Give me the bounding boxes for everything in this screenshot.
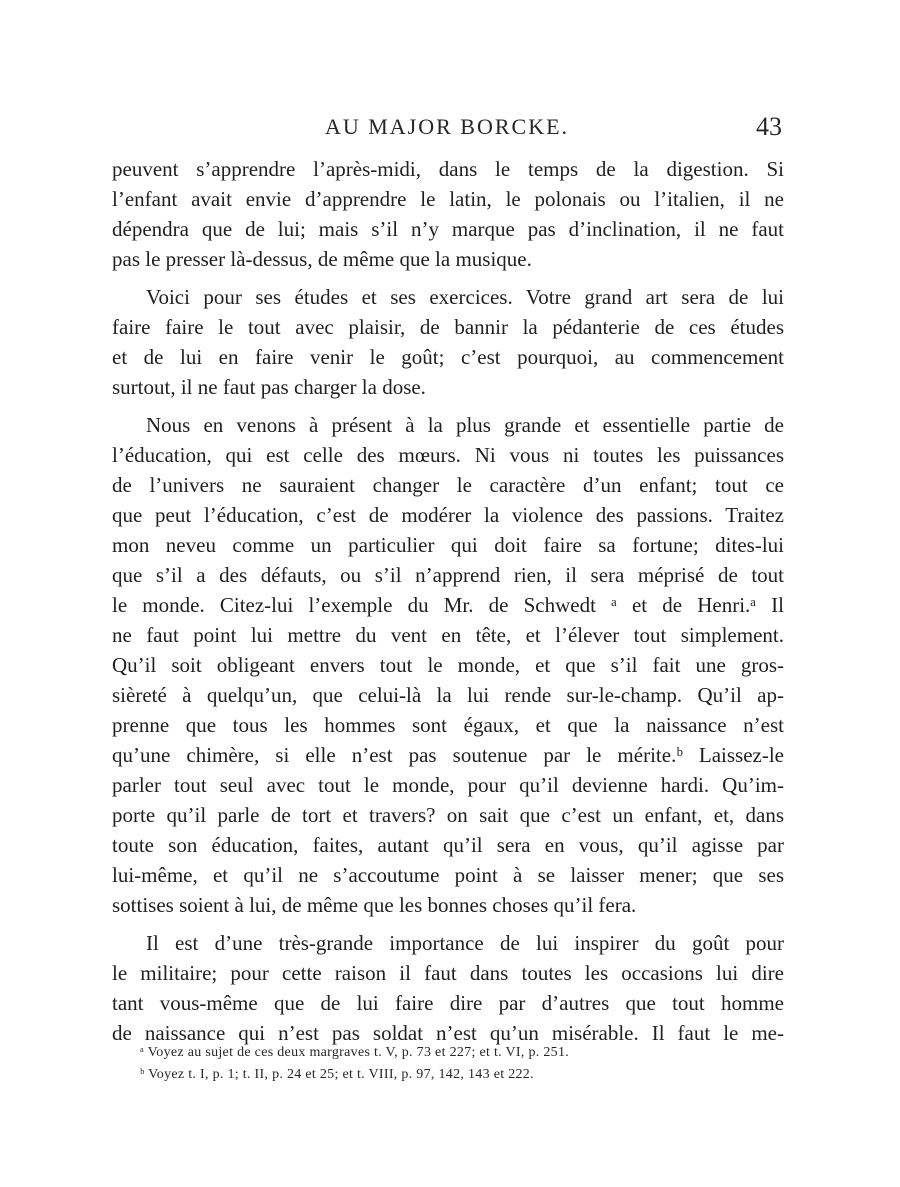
- text-line: le militaire; pour cette raison il faut dans toutes les occasions lui dire: [112, 961, 784, 985]
- text-line: que peut l’éducation, c’est de modérer la violence des passions. Traitez: [112, 503, 784, 527]
- text-line: pas le presser là-dessus, de même que la musique.: [112, 247, 532, 271]
- text-line: et de lui en faire venir le goût; c’est pourquoi, au commencement: [112, 345, 784, 369]
- text-line: l’enfant avait envie d’apprendre le latin, le polonais ou l’italien, il ne: [112, 187, 784, 211]
- text-line: l’éducation, qui est celle des mœurs. Ni vous ni toutes les puissances: [112, 443, 784, 467]
- text-line: Voici pour ses études et ses exercices. Votre grand art sera de lui: [146, 285, 784, 309]
- footnote-a: ᵃ Voyez au sujet de ces deux margraves t. V, p. 73 et 227; et t. VI, p. 251.: [140, 1045, 570, 1060]
- page-number: 43: [756, 112, 782, 141]
- text-line: sottises soient à lui, de même que les bonnes choses qu’il fera.: [112, 893, 637, 917]
- text-line: ne faut point lui mettre du vent en tête, et l’élever tout simplement.: [112, 623, 784, 647]
- text-line: faire faire le tout avec plaisir, de bannir la pédanterie de ces études: [112, 315, 784, 339]
- text-line: sièreté à quelqu’un, que celui-là la lui rende sur-le-champ. Qu’il ap-: [112, 683, 784, 707]
- running-title: AU MAJOR BORCKE.: [324, 114, 570, 139]
- text-line: Qu’il soit obligeant envers tout le monde, et que s’il fait une gros-: [112, 653, 784, 677]
- body-text: [112, 154, 784, 1048]
- footnotes: [140, 1042, 760, 1086]
- text-line: Nous en venons à présent à la plus grande et essentielle partie de: [146, 413, 784, 437]
- text-line: peuvent s’apprendre l’après-midi, dans le temps de la digestion. Si: [112, 157, 784, 181]
- text-line: le monde. Citez-lui l’exemple du Mr. de Schwedt ᵃ et de Henri.ᵃ Il: [112, 593, 784, 617]
- text-line: dépendra que de lui; mais s’il n’y marque pas d’inclination, il ne faut: [112, 217, 784, 241]
- text-line: surtout, il ne faut pas charger la dose.: [112, 375, 426, 399]
- paragraph-gap: [112, 274, 784, 282]
- text-line: mon neveu comme un particulier qui doit faire sa fortune; dites-lui: [112, 533, 784, 557]
- footnote-b: ᵇ Voyez t. I, p. 1; t. II, p. 24 et 25; et t. VIII, p. 97, 142, 143 et 222.: [140, 1067, 534, 1082]
- paragraph-gap: [112, 402, 784, 410]
- text-line: prenne que tous les hommes sont égaux, et que la naissance n’est: [112, 713, 784, 737]
- text-line: qu’une chimère, si elle n’est pas soutenue par le mérite.ᵇ Laissez-le: [112, 743, 784, 767]
- text-line: porte qu’il parle de tort et travers? on sait que c’est un enfant, et, dans: [112, 803, 784, 827]
- text-line: que s’il a des défauts, ou s’il n’apprend rien, il sera méprisé de tout: [112, 563, 784, 587]
- text-line: de naissance qui n’est pas soldat n’est qu’un misérable. Il faut le me-: [112, 1021, 784, 1045]
- text-line: toute son éducation, faites, autant qu’il sera en vous, qu’il agisse par: [112, 833, 784, 857]
- text-line: parler tout seul avec tout le monde, pour qu’il devienne hardi. Qu’im-: [112, 773, 784, 797]
- text-line: Il est d’une très-grande importance de lui inspirer du goût pour: [146, 931, 784, 955]
- running-head: [112, 112, 782, 144]
- paragraph-gap: [112, 920, 784, 928]
- text-line: tant vous-même que de lui faire dire par d’autres que tout homme: [112, 991, 784, 1015]
- text-line: lui-même, et qu’il ne s’accoutume point à se laisser mener; que ses: [112, 863, 784, 887]
- text-line: de l’univers ne sauraient changer le caractère d’un enfant; tout ce: [112, 473, 784, 497]
